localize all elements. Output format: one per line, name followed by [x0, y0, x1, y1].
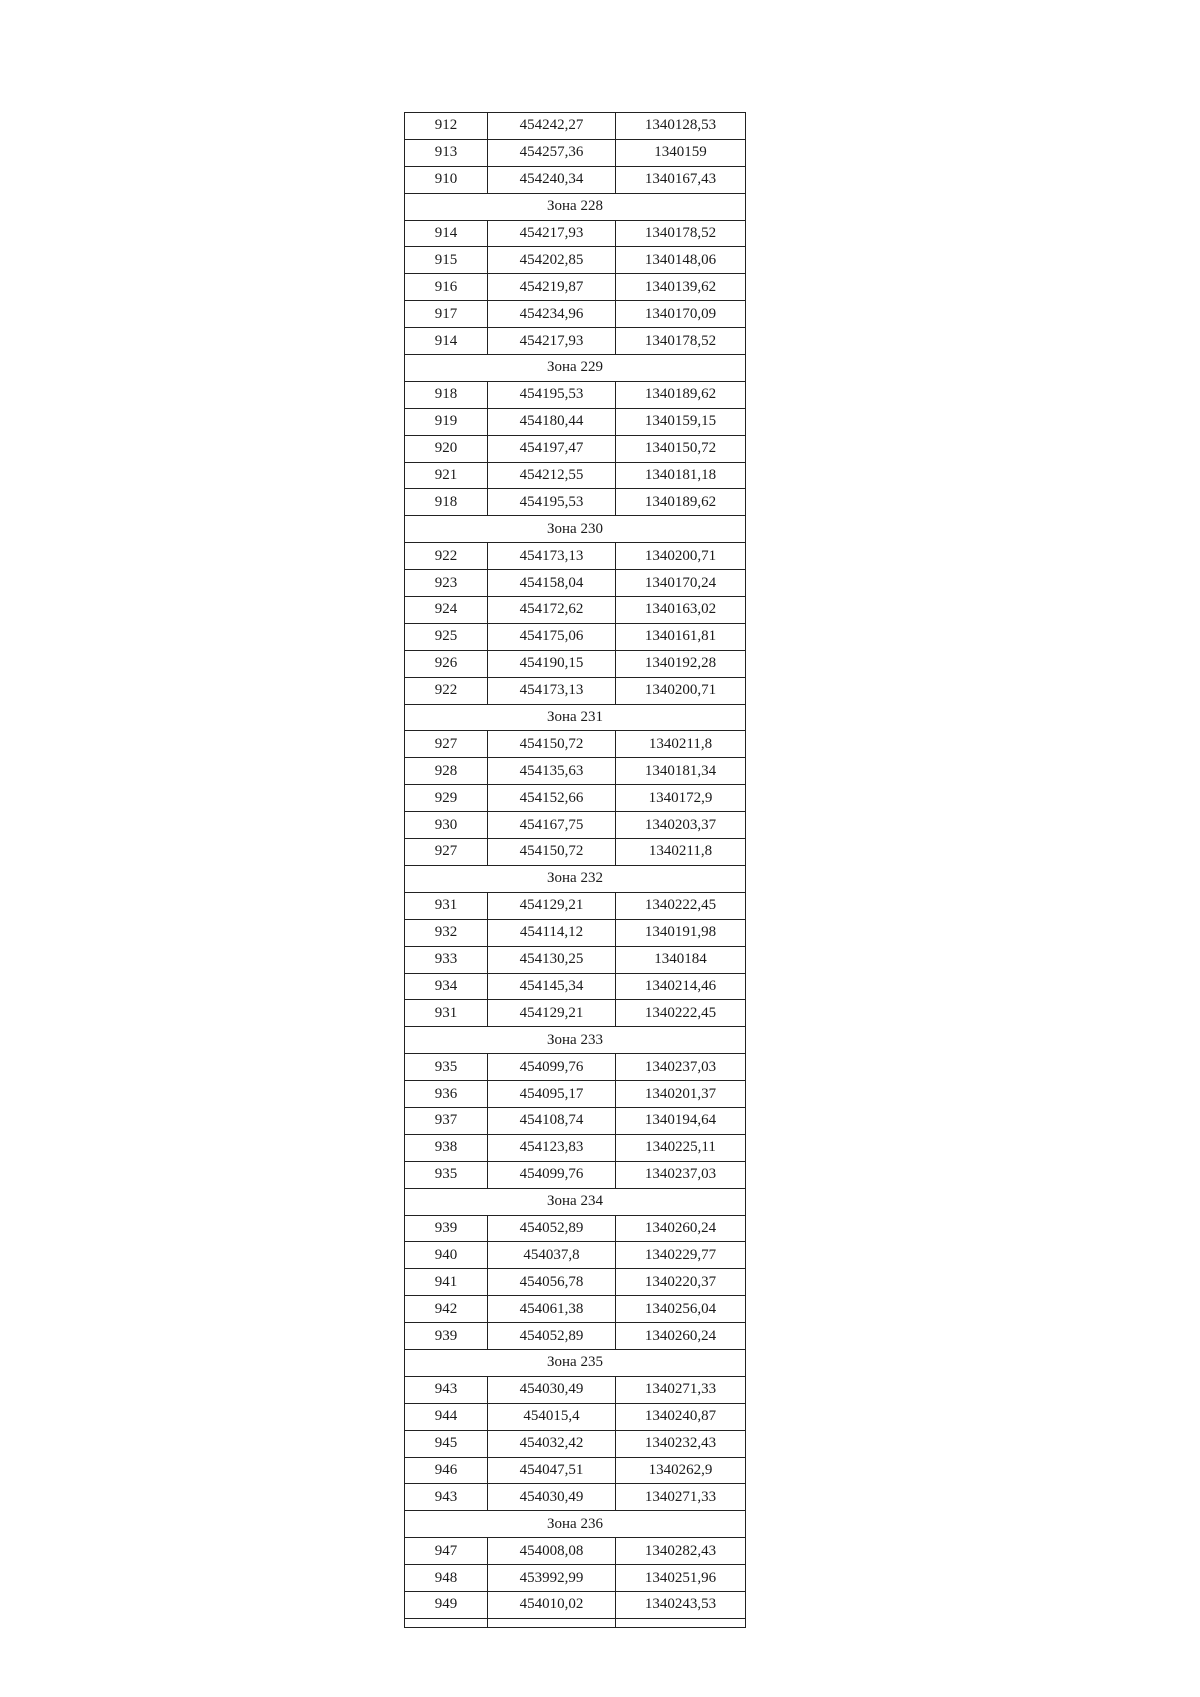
table-row	[405, 1054, 746, 1081]
x-coordinate-cell: 454217,93	[488, 328, 616, 355]
table-row	[405, 839, 746, 866]
point-number-cell: 923	[405, 570, 488, 597]
y-coordinate-cell: 1340189,62	[616, 381, 746, 408]
table-row	[405, 1591, 746, 1618]
y-coordinate-cell: 1340240,87	[616, 1403, 746, 1430]
table-row	[405, 1081, 746, 1108]
y-coordinate-cell: 1340271,33	[616, 1484, 746, 1511]
x-coordinate-cell: 454190,15	[488, 650, 616, 677]
point-number-cell: 946	[405, 1457, 488, 1484]
table-row-empty	[405, 1618, 746, 1627]
zone-header-row	[405, 1188, 746, 1215]
point-number-cell: 920	[405, 435, 488, 462]
y-coordinate-cell: 1340260,24	[616, 1323, 746, 1350]
point-number-cell: 941	[405, 1269, 488, 1296]
point-number-cell: 922	[405, 677, 488, 704]
table-row	[405, 623, 746, 650]
table-row	[405, 1107, 746, 1134]
table-row	[405, 1457, 746, 1484]
point-number-cell: 947	[405, 1538, 488, 1565]
x-coordinate-cell: 454175,06	[488, 623, 616, 650]
y-coordinate-cell: 1340170,24	[616, 570, 746, 597]
x-coordinate-cell: 454257,36	[488, 139, 616, 166]
table-row	[405, 892, 746, 919]
point-number-cell: 927	[405, 839, 488, 866]
x-coordinate-cell: 454195,53	[488, 489, 616, 516]
table-row	[405, 1538, 746, 1565]
zone-label: Зона 230	[405, 516, 746, 543]
point-number-cell: 939	[405, 1323, 488, 1350]
point-number-cell: 933	[405, 946, 488, 973]
table-row	[405, 1323, 746, 1350]
point-number-cell: 943	[405, 1376, 488, 1403]
zone-label: Зона 234	[405, 1188, 746, 1215]
x-coordinate-cell: 454234,96	[488, 301, 616, 328]
table-row	[405, 1565, 746, 1592]
table-row	[405, 1296, 746, 1323]
y-coordinate-cell: 1340128,53	[616, 113, 746, 140]
x-coordinate-cell: 454056,78	[488, 1269, 616, 1296]
y-coordinate-cell: 1340220,37	[616, 1269, 746, 1296]
x-coordinate-cell: 453992,99	[488, 1565, 616, 1592]
x-coordinate-cell: 454150,72	[488, 731, 616, 758]
point-number-cell: 919	[405, 408, 488, 435]
zone-header-row	[405, 1027, 746, 1054]
table-row	[405, 1484, 746, 1511]
zone-header-row	[405, 865, 746, 892]
x-coordinate-cell: 454217,93	[488, 220, 616, 247]
table-row	[405, 489, 746, 516]
point-number-cell: 924	[405, 597, 488, 624]
x-coordinate-cell: 454158,04	[488, 570, 616, 597]
table-row	[405, 731, 746, 758]
point-number-cell: 918	[405, 381, 488, 408]
zone-label: Зона 235	[405, 1349, 746, 1376]
x-coordinate-cell: 454242,27	[488, 113, 616, 140]
x-coordinate-cell: 454167,75	[488, 812, 616, 839]
table-row	[405, 543, 746, 570]
y-coordinate-cell: 1340232,43	[616, 1430, 746, 1457]
x-coordinate-cell: 454099,76	[488, 1054, 616, 1081]
table-row	[405, 301, 746, 328]
table-row	[405, 946, 746, 973]
zone-header-row	[405, 1349, 746, 1376]
point-number-cell: 938	[405, 1134, 488, 1161]
table-row	[405, 973, 746, 1000]
empty-cell	[488, 1618, 616, 1627]
x-coordinate-cell: 454052,89	[488, 1323, 616, 1350]
point-number-cell: 916	[405, 274, 488, 301]
y-coordinate-cell: 1340189,62	[616, 489, 746, 516]
x-coordinate-cell: 454152,66	[488, 785, 616, 812]
y-coordinate-cell: 1340181,34	[616, 758, 746, 785]
point-number-cell: 943	[405, 1484, 488, 1511]
zone-header-row	[405, 355, 746, 382]
x-coordinate-cell: 454172,62	[488, 597, 616, 624]
coordinates-table	[404, 112, 746, 1628]
point-number-cell: 910	[405, 166, 488, 193]
point-number-cell: 935	[405, 1161, 488, 1188]
point-number-cell: 931	[405, 892, 488, 919]
y-coordinate-cell: 1340181,18	[616, 462, 746, 489]
point-number-cell: 915	[405, 247, 488, 274]
y-coordinate-cell: 1340167,43	[616, 166, 746, 193]
x-coordinate-cell: 454197,47	[488, 435, 616, 462]
x-coordinate-cell: 454032,42	[488, 1430, 616, 1457]
y-coordinate-cell: 1340222,45	[616, 892, 746, 919]
x-coordinate-cell: 454123,83	[488, 1134, 616, 1161]
y-coordinate-cell: 1340237,03	[616, 1054, 746, 1081]
y-coordinate-cell: 1340271,33	[616, 1376, 746, 1403]
x-coordinate-cell: 454052,89	[488, 1215, 616, 1242]
zone-label: Зона 231	[405, 704, 746, 731]
table-row	[405, 650, 746, 677]
y-coordinate-cell: 1340211,8	[616, 731, 746, 758]
y-coordinate-cell: 1340256,04	[616, 1296, 746, 1323]
zone-header-row	[405, 1511, 746, 1538]
table-row	[405, 785, 746, 812]
point-number-cell: 945	[405, 1430, 488, 1457]
table-row	[405, 328, 746, 355]
point-number-cell: 926	[405, 650, 488, 677]
x-coordinate-cell: 454129,21	[488, 892, 616, 919]
table-row	[405, 758, 746, 785]
point-number-cell: 932	[405, 919, 488, 946]
point-number-cell: 930	[405, 812, 488, 839]
table-row	[405, 435, 746, 462]
x-coordinate-cell: 454114,12	[488, 919, 616, 946]
table-row	[405, 1269, 746, 1296]
y-coordinate-cell: 1340192,28	[616, 650, 746, 677]
y-coordinate-cell: 1340178,52	[616, 220, 746, 247]
y-coordinate-cell: 1340200,71	[616, 677, 746, 704]
table-row	[405, 1376, 746, 1403]
x-coordinate-cell: 454010,02	[488, 1591, 616, 1618]
point-number-cell: 936	[405, 1081, 488, 1108]
empty-cell	[405, 1618, 488, 1627]
table-row	[405, 919, 746, 946]
y-coordinate-cell: 1340251,96	[616, 1565, 746, 1592]
x-coordinate-cell: 454130,25	[488, 946, 616, 973]
y-coordinate-cell: 1340262,9	[616, 1457, 746, 1484]
point-number-cell: 914	[405, 328, 488, 355]
point-number-cell: 935	[405, 1054, 488, 1081]
y-coordinate-cell: 1340170,09	[616, 301, 746, 328]
zone-label: Зона 232	[405, 865, 746, 892]
empty-cell	[616, 1618, 746, 1627]
x-coordinate-cell: 454135,63	[488, 758, 616, 785]
x-coordinate-cell: 454150,72	[488, 839, 616, 866]
y-coordinate-cell: 1340243,53	[616, 1591, 746, 1618]
x-coordinate-cell: 454015,4	[488, 1403, 616, 1430]
table-row	[405, 677, 746, 704]
x-coordinate-cell: 454047,51	[488, 1457, 616, 1484]
point-number-cell: 929	[405, 785, 488, 812]
y-coordinate-cell: 1340178,52	[616, 328, 746, 355]
point-number-cell: 913	[405, 139, 488, 166]
point-number-cell: 934	[405, 973, 488, 1000]
table-row	[405, 812, 746, 839]
table-row	[405, 597, 746, 624]
y-coordinate-cell: 1340260,24	[616, 1215, 746, 1242]
y-coordinate-cell: 1340229,77	[616, 1242, 746, 1269]
table-row	[405, 166, 746, 193]
point-number-cell: 937	[405, 1107, 488, 1134]
x-coordinate-cell: 454202,85	[488, 247, 616, 274]
y-coordinate-cell: 1340159	[616, 139, 746, 166]
x-coordinate-cell: 454173,13	[488, 677, 616, 704]
point-number-cell: 949	[405, 1591, 488, 1618]
x-coordinate-cell: 454108,74	[488, 1107, 616, 1134]
x-coordinate-cell: 454219,87	[488, 274, 616, 301]
y-coordinate-cell: 1340159,15	[616, 408, 746, 435]
table-row	[405, 462, 746, 489]
x-coordinate-cell: 454240,34	[488, 166, 616, 193]
point-number-cell: 921	[405, 462, 488, 489]
point-number-cell: 922	[405, 543, 488, 570]
x-coordinate-cell: 454099,76	[488, 1161, 616, 1188]
x-coordinate-cell: 454008,08	[488, 1538, 616, 1565]
x-coordinate-cell: 454030,49	[488, 1376, 616, 1403]
y-coordinate-cell: 1340194,64	[616, 1107, 746, 1134]
point-number-cell: 940	[405, 1242, 488, 1269]
point-number-cell: 912	[405, 113, 488, 140]
table-row	[405, 1000, 746, 1027]
table-row	[405, 1134, 746, 1161]
table-row	[405, 274, 746, 301]
x-coordinate-cell: 454061,38	[488, 1296, 616, 1323]
y-coordinate-cell: 1340184	[616, 946, 746, 973]
point-number-cell: 918	[405, 489, 488, 516]
x-coordinate-cell: 454195,53	[488, 381, 616, 408]
point-number-cell: 914	[405, 220, 488, 247]
zone-label: Зона 233	[405, 1027, 746, 1054]
table-row	[405, 570, 746, 597]
table-row	[405, 220, 746, 247]
table-row	[405, 1242, 746, 1269]
table-row	[405, 408, 746, 435]
y-coordinate-cell: 1340225,11	[616, 1134, 746, 1161]
zone-header-row	[405, 193, 746, 220]
y-coordinate-cell: 1340282,43	[616, 1538, 746, 1565]
y-coordinate-cell: 1340163,02	[616, 597, 746, 624]
x-coordinate-cell: 454129,21	[488, 1000, 616, 1027]
x-coordinate-cell: 454212,55	[488, 462, 616, 489]
point-number-cell: 944	[405, 1403, 488, 1430]
point-number-cell: 928	[405, 758, 488, 785]
x-coordinate-cell: 454145,34	[488, 973, 616, 1000]
point-number-cell: 939	[405, 1215, 488, 1242]
y-coordinate-cell: 1340172,9	[616, 785, 746, 812]
zone-header-row	[405, 704, 746, 731]
y-coordinate-cell: 1340150,72	[616, 435, 746, 462]
y-coordinate-cell: 1340148,06	[616, 247, 746, 274]
table-row	[405, 1161, 746, 1188]
table-row	[405, 1430, 746, 1457]
coordinates-table-body	[405, 113, 746, 1628]
point-number-cell: 948	[405, 1565, 488, 1592]
x-coordinate-cell: 454180,44	[488, 408, 616, 435]
y-coordinate-cell: 1340214,46	[616, 973, 746, 1000]
table-row	[405, 381, 746, 408]
zone-label: Зона 228	[405, 193, 746, 220]
y-coordinate-cell: 1340201,37	[616, 1081, 746, 1108]
y-coordinate-cell: 1340237,03	[616, 1161, 746, 1188]
point-number-cell: 917	[405, 301, 488, 328]
zone-header-row	[405, 516, 746, 543]
table-row	[405, 1215, 746, 1242]
point-number-cell: 942	[405, 1296, 488, 1323]
y-coordinate-cell: 1340222,45	[616, 1000, 746, 1027]
zone-label: Зона 236	[405, 1511, 746, 1538]
y-coordinate-cell: 1340211,8	[616, 839, 746, 866]
x-coordinate-cell: 454095,17	[488, 1081, 616, 1108]
y-coordinate-cell: 1340203,37	[616, 812, 746, 839]
point-number-cell: 925	[405, 623, 488, 650]
x-coordinate-cell: 454030,49	[488, 1484, 616, 1511]
point-number-cell: 927	[405, 731, 488, 758]
x-coordinate-cell: 454173,13	[488, 543, 616, 570]
y-coordinate-cell: 1340200,71	[616, 543, 746, 570]
point-number-cell: 931	[405, 1000, 488, 1027]
table-row	[405, 1403, 746, 1430]
table-row	[405, 139, 746, 166]
y-coordinate-cell: 1340139,62	[616, 274, 746, 301]
zone-label: Зона 229	[405, 355, 746, 382]
y-coordinate-cell: 1340161,81	[616, 623, 746, 650]
y-coordinate-cell: 1340191,98	[616, 919, 746, 946]
table-row	[405, 247, 746, 274]
x-coordinate-cell: 454037,8	[488, 1242, 616, 1269]
table-row	[405, 113, 746, 140]
